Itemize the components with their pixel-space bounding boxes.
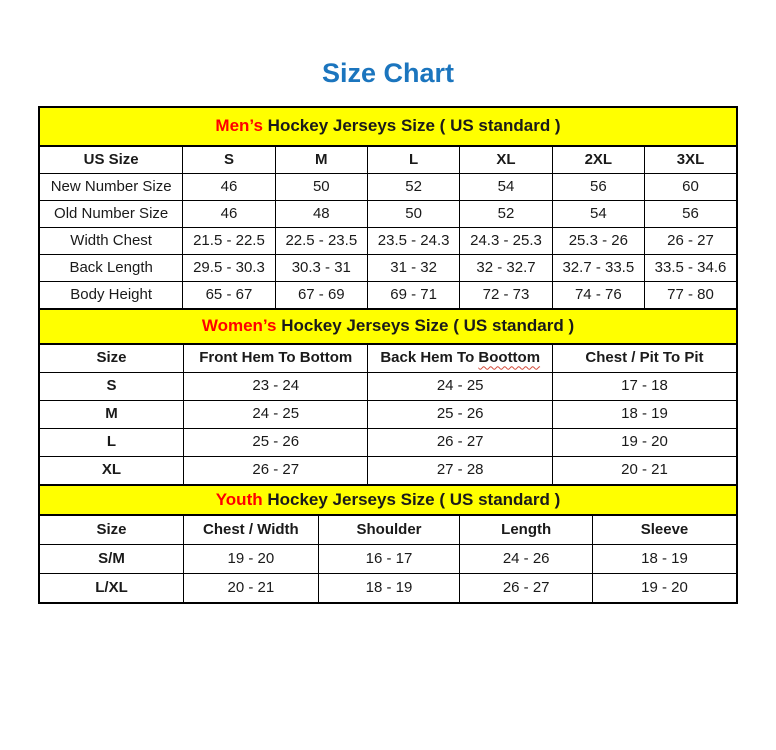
size-chart-page: [38, 58, 738, 604]
youth-header-chest-width: Chest / Width: [183, 515, 318, 545]
youth-banner: [39, 485, 737, 515]
mens-cell-width-chest-l: 23.5 - 24.3: [367, 228, 459, 255]
mens-cell-body-height-s: 65 - 67: [183, 282, 275, 310]
youth-cell-l-xl-sleeve: 19 - 20: [592, 574, 737, 604]
youth-header-sleeve: Sleeve: [592, 515, 737, 545]
womens-cell-m-chest-pit-to-pit: 18 - 19: [552, 401, 737, 429]
youth-row-label-l-xl: L/XL: [39, 574, 183, 604]
youth-row-s-m: [39, 545, 737, 574]
womens-header-size: Size: [39, 344, 183, 373]
youth-header-length: Length: [460, 515, 593, 545]
mens-cell-old-number-size-m: 48: [275, 201, 367, 228]
womens-row-label-l: L: [39, 429, 183, 457]
mens-cell-back-length-m: 30.3 - 31: [275, 255, 367, 282]
mens-header-m: M: [275, 146, 367, 174]
mens-cell-old-number-size-s: 46: [183, 201, 275, 228]
mens-row-new-number-size: [39, 174, 737, 201]
youth-cell-s-m-sleeve: 18 - 19: [592, 545, 737, 574]
mens-row-label-width-chest: Width Chest: [39, 228, 183, 255]
youth-banner-text: Hockey Jerseys Size ( US standard ): [262, 489, 561, 509]
womens-row-m: [39, 401, 737, 429]
size-tables: [38, 106, 738, 604]
youth-banner-highlight: Youth: [215, 489, 263, 509]
mens-header-xl: XL: [460, 146, 552, 174]
youth-header-shoulder: Shoulder: [318, 515, 460, 545]
mens-row-body-height: [39, 282, 737, 310]
mens-row-label-new-number-size: New Number Size: [39, 174, 183, 201]
mens-cell-back-length-2xl: 32.7 - 33.5: [552, 255, 644, 282]
womens-banner-text: Hockey Jerseys Size ( US standard ): [276, 316, 575, 336]
womens-cell-xl-front-hem-to-bottom: 26 - 27: [183, 457, 367, 486]
mens-cell-new-number-size-3xl: 60: [645, 174, 738, 201]
mens-cell-width-chest-m: 22.5 - 23.5: [275, 228, 367, 255]
youth-cell-s-m-length: 24 - 26: [460, 545, 593, 574]
mens-cell-new-number-size-xl: 54: [460, 174, 552, 201]
mens-row-back-length: [39, 255, 737, 282]
mens-header-s: S: [183, 146, 275, 174]
mens-banner-row: [39, 107, 737, 146]
mens-header-us-size: US Size: [39, 146, 183, 174]
mens-cell-back-length-xl: 32 - 32.7: [460, 255, 552, 282]
womens-cell-l-back-hem-to-boottom: 26 - 27: [368, 429, 552, 457]
womens-header-row: [39, 344, 737, 373]
mens-header-3xl: 3XL: [645, 146, 738, 174]
womens-cell-m-back-hem-to-boottom: 25 - 26: [368, 401, 552, 429]
youth-header-size: Size: [39, 515, 183, 545]
womens-cell-m-front-hem-to-bottom: 24 - 25: [183, 401, 367, 429]
youth-cell-l-xl-chest-width: 20 - 21: [183, 574, 318, 604]
mens-banner-highlight: Men’s: [215, 116, 263, 136]
mens-cell-old-number-size-2xl: 54: [552, 201, 644, 228]
mens-banner: [39, 107, 737, 146]
mens-cell-body-height-xl: 72 - 73: [460, 282, 552, 310]
mens-cell-width-chest-3xl: 26 - 27: [645, 228, 738, 255]
youth-size-table: [38, 484, 738, 604]
womens-banner: [39, 309, 737, 344]
womens-cell-s-back-hem-to-boottom: 24 - 25: [368, 373, 552, 401]
youth-cell-s-m-shoulder: 16 - 17: [318, 545, 460, 574]
youth-cell-l-xl-length: 26 - 27: [460, 574, 593, 604]
youth-cell-s-m-chest-width: 19 - 20: [183, 545, 318, 574]
mens-cell-new-number-size-m: 50: [275, 174, 367, 201]
youth-banner-row: [39, 485, 737, 515]
mens-cell-old-number-size-xl: 52: [460, 201, 552, 228]
mens-header-2xl: 2XL: [552, 146, 644, 174]
womens-row-label-xl: XL: [39, 457, 183, 486]
mens-cell-body-height-3xl: 77 - 80: [645, 282, 738, 310]
mens-cell-new-number-size-l: 52: [367, 174, 459, 201]
mens-cell-old-number-size-l: 50: [367, 201, 459, 228]
mens-size-table: [38, 106, 738, 310]
misspelled-word: Boottom: [478, 349, 541, 367]
youth-row-l-xl: [39, 574, 737, 604]
youth-cell-l-xl-shoulder: 18 - 19: [318, 574, 460, 604]
youth-row-label-s-m: S/M: [39, 545, 183, 574]
page-title: Size Chart: [321, 58, 455, 88]
womens-cell-s-front-hem-to-bottom: 23 - 24: [183, 373, 367, 401]
mens-header-l: L: [367, 146, 459, 174]
womens-header-front-hem-to-bottom: Front Hem To Bottom: [183, 344, 367, 373]
womens-banner-row: [39, 309, 737, 344]
womens-row-s: [39, 373, 737, 401]
womens-cell-l-chest-pit-to-pit: 19 - 20: [552, 429, 737, 457]
mens-cell-width-chest-s: 21.5 - 22.5: [183, 228, 275, 255]
mens-row-label-back-length: Back Length: [39, 255, 183, 282]
mens-cell-new-number-size-2xl: 56: [552, 174, 644, 201]
mens-cell-width-chest-2xl: 25.3 - 26: [552, 228, 644, 255]
womens-row-xl: [39, 457, 737, 486]
womens-header-chest-pit-to-pit: Chest / Pit To Pit: [552, 344, 737, 373]
mens-cell-width-chest-xl: 24.3 - 25.3: [460, 228, 552, 255]
mens-row-old-number-size: [39, 201, 737, 228]
womens-cell-xl-chest-pit-to-pit: 20 - 21: [552, 457, 737, 486]
mens-cell-body-height-2xl: 74 - 76: [552, 282, 644, 310]
womens-banner-highlight: Women’s: [201, 316, 277, 336]
womens-cell-xl-back-hem-to-boottom: 27 - 28: [368, 457, 552, 486]
mens-row-label-body-height: Body Height: [39, 282, 183, 310]
mens-header-row: [39, 146, 737, 174]
mens-cell-back-length-s: 29.5 - 30.3: [183, 255, 275, 282]
mens-cell-body-height-m: 67 - 69: [275, 282, 367, 310]
mens-cell-back-length-3xl: 33.5 - 34.6: [645, 255, 738, 282]
mens-cell-new-number-size-s: 46: [183, 174, 275, 201]
mens-cell-old-number-size-3xl: 56: [645, 201, 738, 228]
mens-cell-body-height-l: 69 - 71: [367, 282, 459, 310]
mens-cell-back-length-l: 31 - 32: [367, 255, 459, 282]
womens-row-label-s: S: [39, 373, 183, 401]
mens-banner-text: Hockey Jerseys Size ( US standard ): [262, 116, 561, 136]
womens-size-table: [38, 308, 738, 486]
mens-row-width-chest: [39, 228, 737, 255]
mens-row-label-old-number-size: Old Number Size: [39, 201, 183, 228]
womens-cell-s-chest-pit-to-pit: 17 - 18: [552, 373, 737, 401]
womens-row-label-m: M: [39, 401, 183, 429]
womens-header-back-hem-to-boottom: Back Hem To Boottom: [368, 344, 552, 373]
womens-cell-l-front-hem-to-bottom: 25 - 26: [183, 429, 367, 457]
womens-row-l: [39, 429, 737, 457]
youth-header-row: [39, 515, 737, 545]
